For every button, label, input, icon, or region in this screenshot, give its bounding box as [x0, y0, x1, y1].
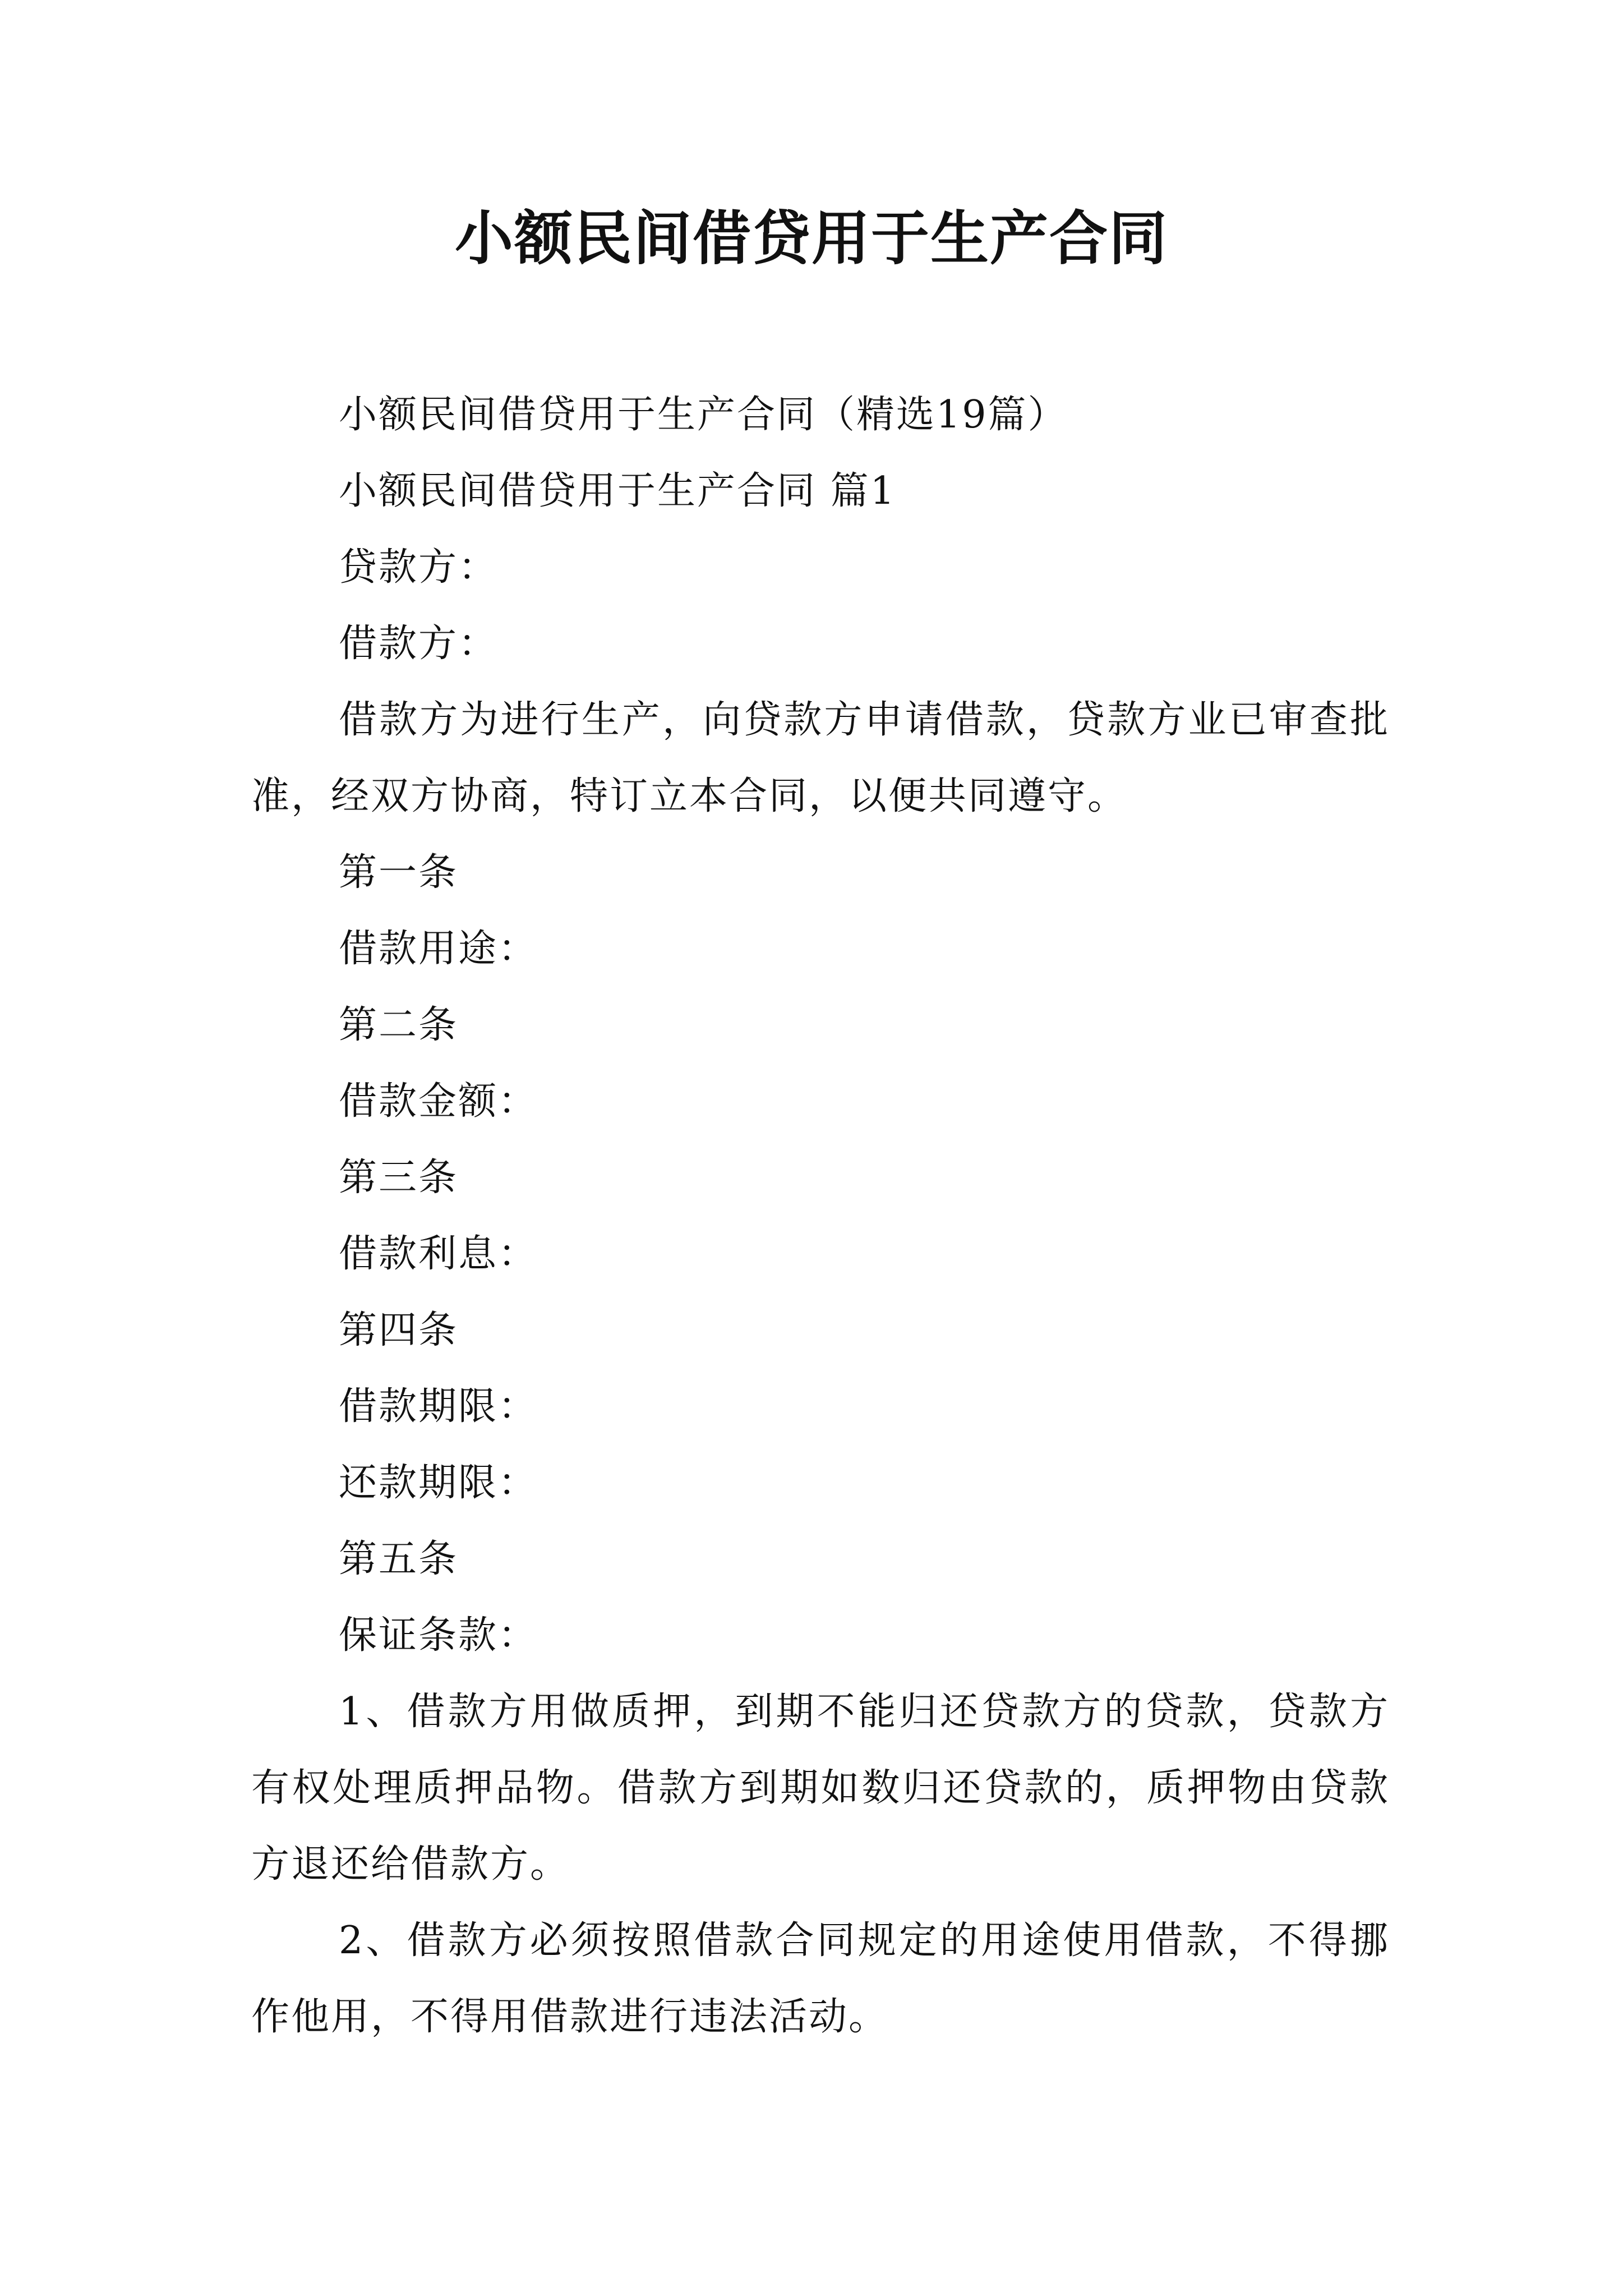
lender-field: 贷款方： — [339, 545, 499, 590]
loan-purpose-field: 借款用途： — [339, 927, 538, 971]
preamble-paragraph: 借款方为进行生产，向贷款方申请借款，贷款方业已审查批准，经双方协商，特订立本合同，以便共同遵守。 — [251, 698, 1390, 818]
document-body — [251, 377, 1390, 2055]
subtitle-paragraph: 小额民间借贷用于生产合同（精选19篇） — [339, 393, 1068, 437]
article-2-heading: 第二条 — [339, 1003, 459, 1047]
article-3-heading: 第三条 — [339, 1156, 459, 1200]
clause-1-paragraph: 1、借款方用做质押，到期不能归还贷款方的贷款，贷款方有权处理质押品物。借款方到期如数归还贷款的，质押物由贷款方退还给借款方。 — [251, 1690, 1390, 1887]
article-1-heading: 第一条 — [339, 850, 459, 895]
article-4-heading: 第四条 — [339, 1308, 459, 1352]
document-title: 小额民间借贷用于生产合同 — [454, 204, 1168, 273]
clause-2-paragraph: 2、借款方必须按照借款合同规定的用途使用借款，不得挪作他用，不得用借款进行违法活动。 — [251, 1918, 1390, 2039]
article-5-heading: 第五条 — [339, 1537, 459, 1581]
loan-interest-field: 借款利息： — [339, 1232, 538, 1276]
section-heading: 小额民间借贷用于生产合同 篇1 — [339, 469, 896, 513]
borrower-field: 借款方： — [339, 622, 499, 666]
guarantee-clause-heading: 保证条款： — [339, 1613, 538, 1658]
repayment-term-field: 还款期限： — [339, 1461, 538, 1505]
loan-amount-field: 借款金额： — [339, 1079, 538, 1124]
loan-term-field: 借款期限： — [339, 1384, 538, 1429]
